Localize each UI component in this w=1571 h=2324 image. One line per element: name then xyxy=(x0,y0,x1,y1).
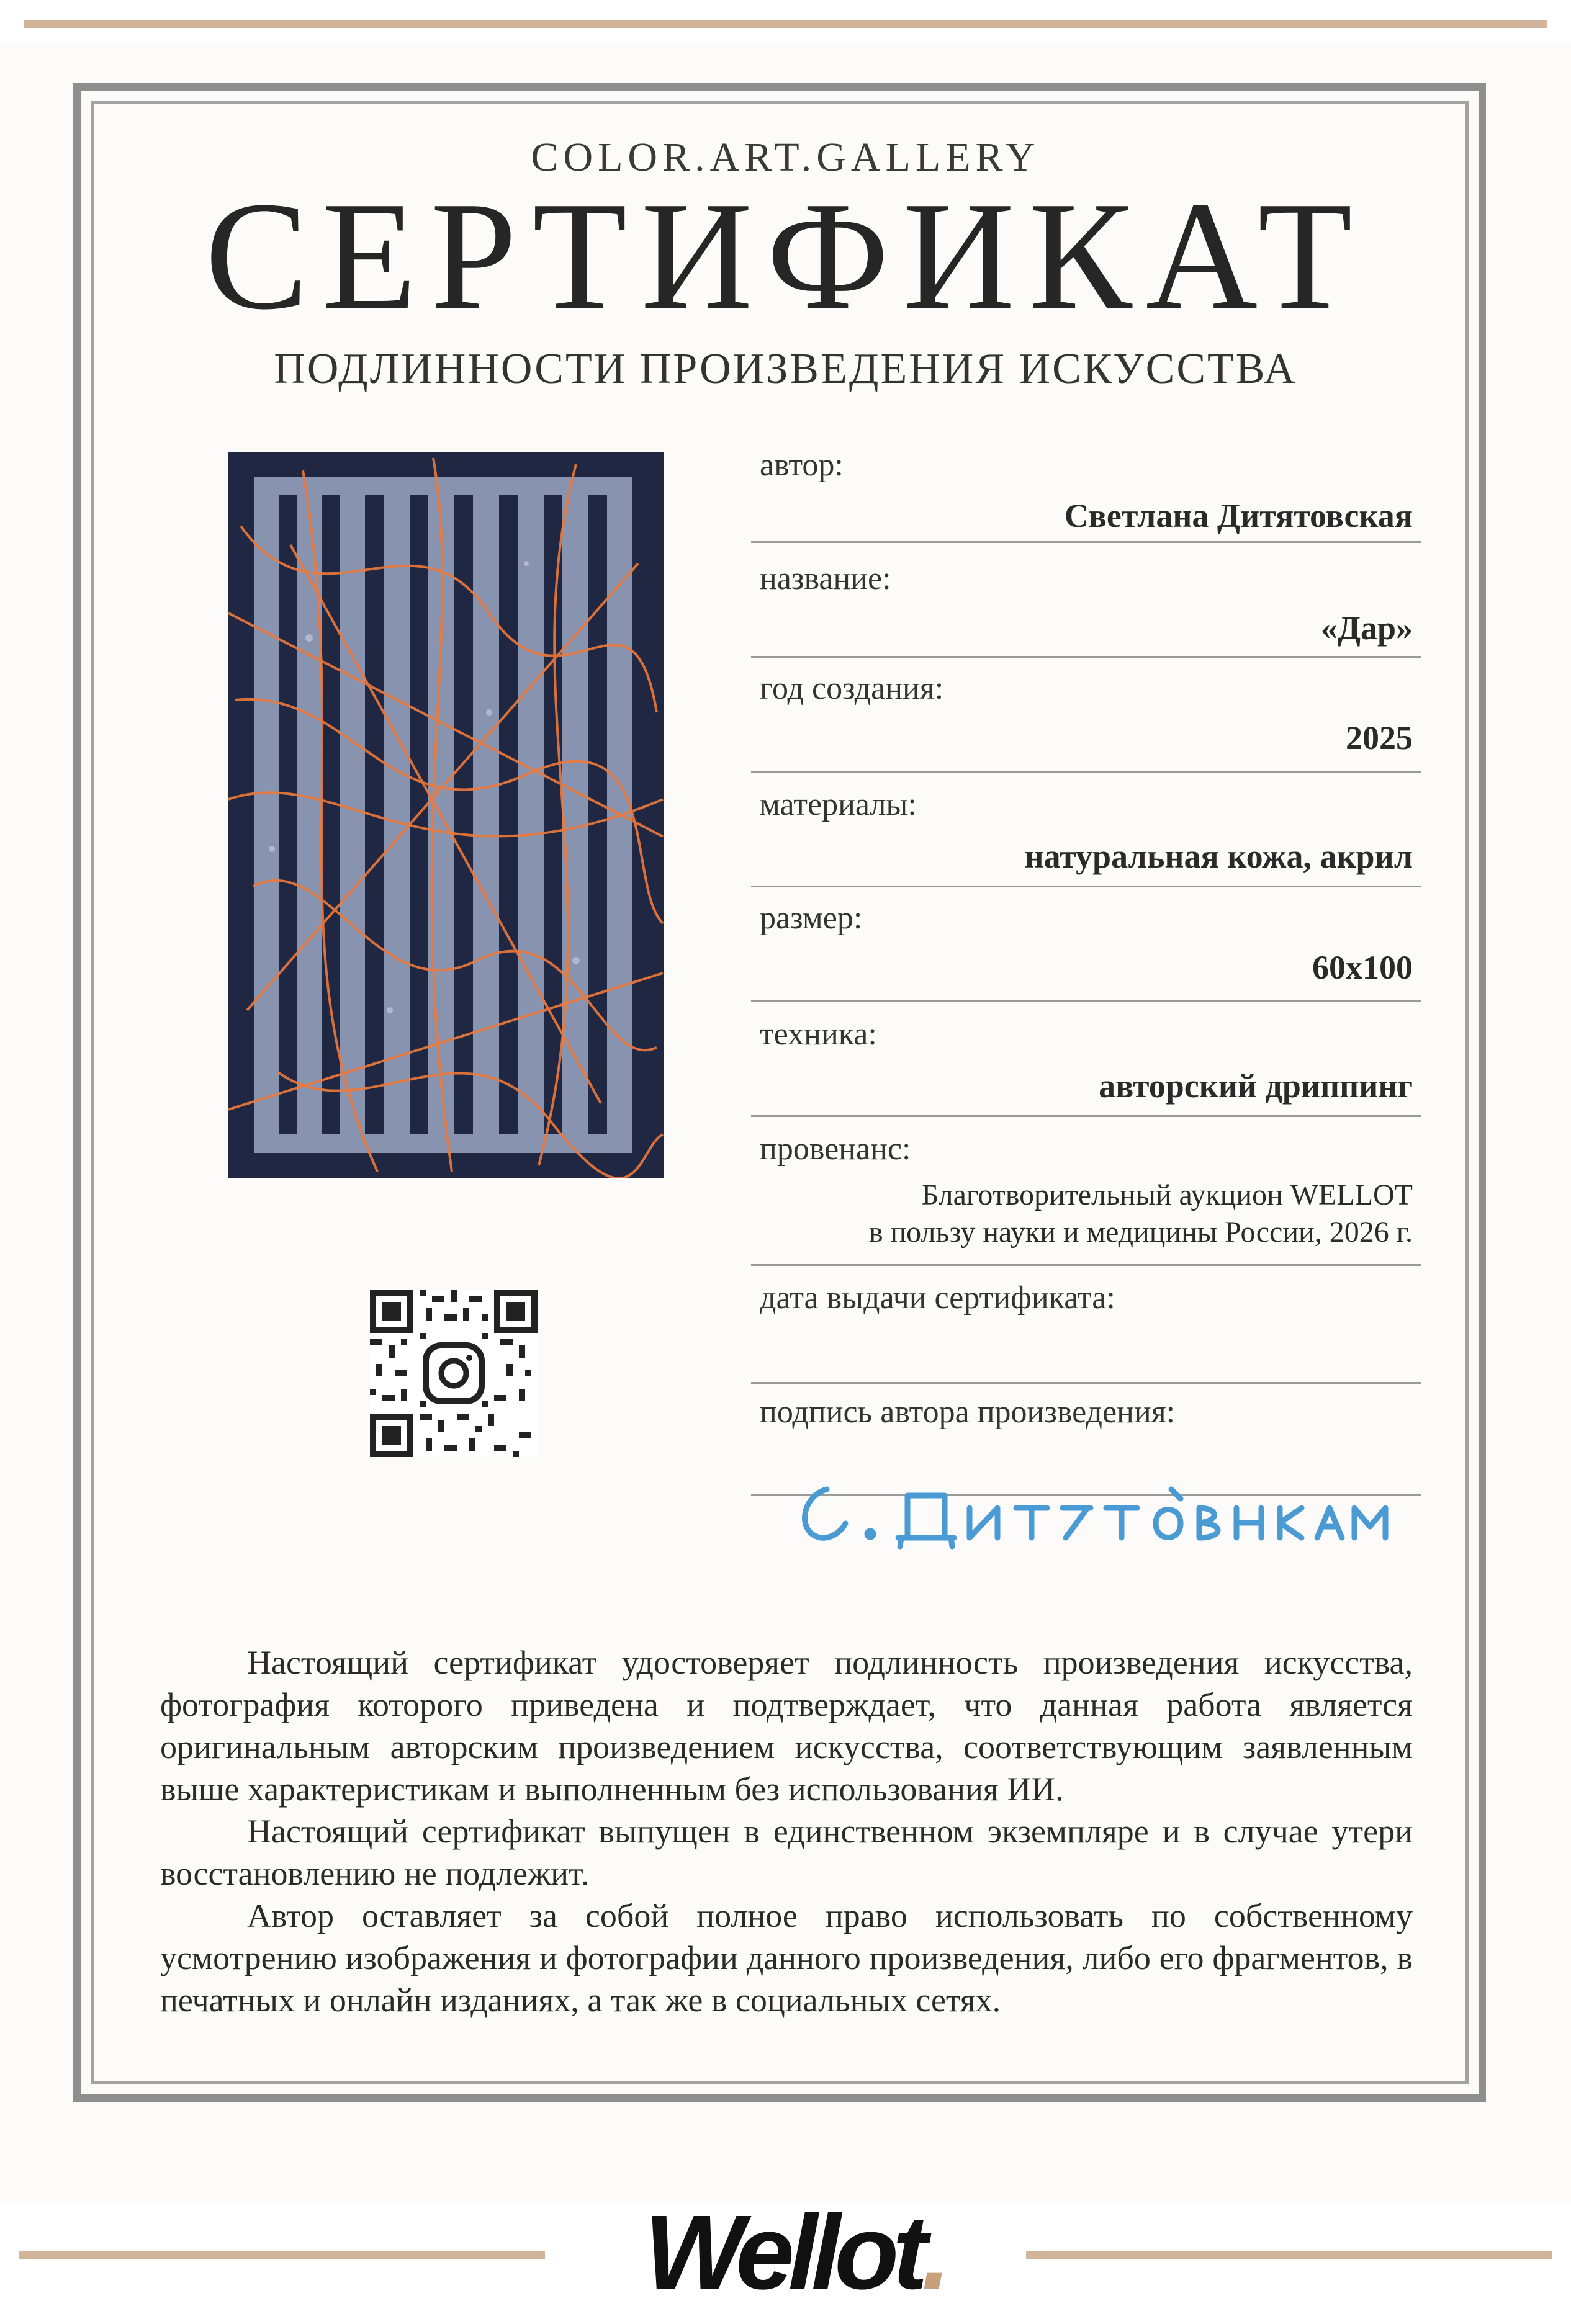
field-label: техника: xyxy=(760,1016,877,1052)
field-author xyxy=(751,441,1421,543)
author-signature xyxy=(783,1465,1392,1555)
field-label: год создания: xyxy=(760,671,944,706)
top-accent-line xyxy=(24,20,1547,28)
paragraph-single-copy: Настоящий сертификат выпущен в единственном экземпляре и в случае утери восстановлению не подлежит. xyxy=(160,1813,1413,1892)
field-label: материалы: xyxy=(760,787,917,822)
field-value: 2025 xyxy=(1346,719,1413,756)
field-value: 60х100 xyxy=(1312,949,1413,986)
certificate-text xyxy=(160,1641,1413,2021)
field-value: натуральная кожа, акрил xyxy=(1024,838,1413,875)
field-size xyxy=(751,887,1421,1002)
artwork-details xyxy=(751,441,1421,1496)
field-value: Светлана Дитятовская xyxy=(1064,497,1413,534)
field-value: «Дар» xyxy=(1320,609,1413,647)
field-label: название: xyxy=(760,561,891,596)
field-label: размер: xyxy=(760,900,863,936)
field-label: автор: xyxy=(760,447,844,483)
logo-dot: . xyxy=(921,2194,945,2312)
field-issue-date xyxy=(751,1266,1421,1384)
artwork-image xyxy=(228,452,664,1178)
certificate-title: СЕРТИФИКАТ xyxy=(205,170,1366,342)
wellot-logo xyxy=(621,2194,968,2312)
field-technique xyxy=(751,1002,1421,1117)
field-label: дата выдачи сертификата: xyxy=(760,1280,1115,1316)
field-label: провенанс: xyxy=(760,1131,911,1167)
bottom-accent-line-right xyxy=(1026,2251,1552,2259)
field-value-line1: Благотворительный аукцион WELLOT xyxy=(921,1178,1413,1211)
field-value-line2: в пользу науки и медицины России, 2026 г. xyxy=(868,1216,1413,1249)
certificate-subtitle: ПОДЛИННОСТИ ПРОИЗВЕДЕНИЯ ИСКУССТВА xyxy=(274,345,1297,393)
field-year xyxy=(751,658,1421,773)
qr-code[interactable] xyxy=(370,1290,538,1457)
field-title xyxy=(751,543,1421,658)
signature-image xyxy=(783,1465,1392,1551)
paragraph-rights: Автор оставляет за собой полное право использовать по собственному усмотрению изображения и фотографии данного произведения, либо его фрагментов, в печатных и онлайн изданиях, а так же в социальных сетях. xyxy=(160,1897,1413,2019)
bottom-accent-line-left xyxy=(19,2251,545,2259)
field-label: подпись автора произведения: xyxy=(760,1394,1176,1430)
paragraph-authenticity: Настоящий сертификат удостоверяет подлинность произведения искусства, фотография которого приведена и подтверждает, что данная работа является оригинальным авторским произведением искусства, соответствующим заявленным выше характеристикам и выполненным без использования ИИ. xyxy=(160,1644,1413,1808)
field-materials xyxy=(751,773,1421,887)
field-value: авторский дриппинг xyxy=(1099,1067,1413,1105)
gallery-name: COLOR.ART.GALLERY xyxy=(531,135,1040,180)
qr-code-image xyxy=(370,1290,538,1457)
field-provenance xyxy=(751,1117,1421,1266)
certificate-page xyxy=(0,43,1571,2203)
artwork-photo xyxy=(228,452,664,1178)
logo-text: Wellot xyxy=(644,2194,922,2312)
